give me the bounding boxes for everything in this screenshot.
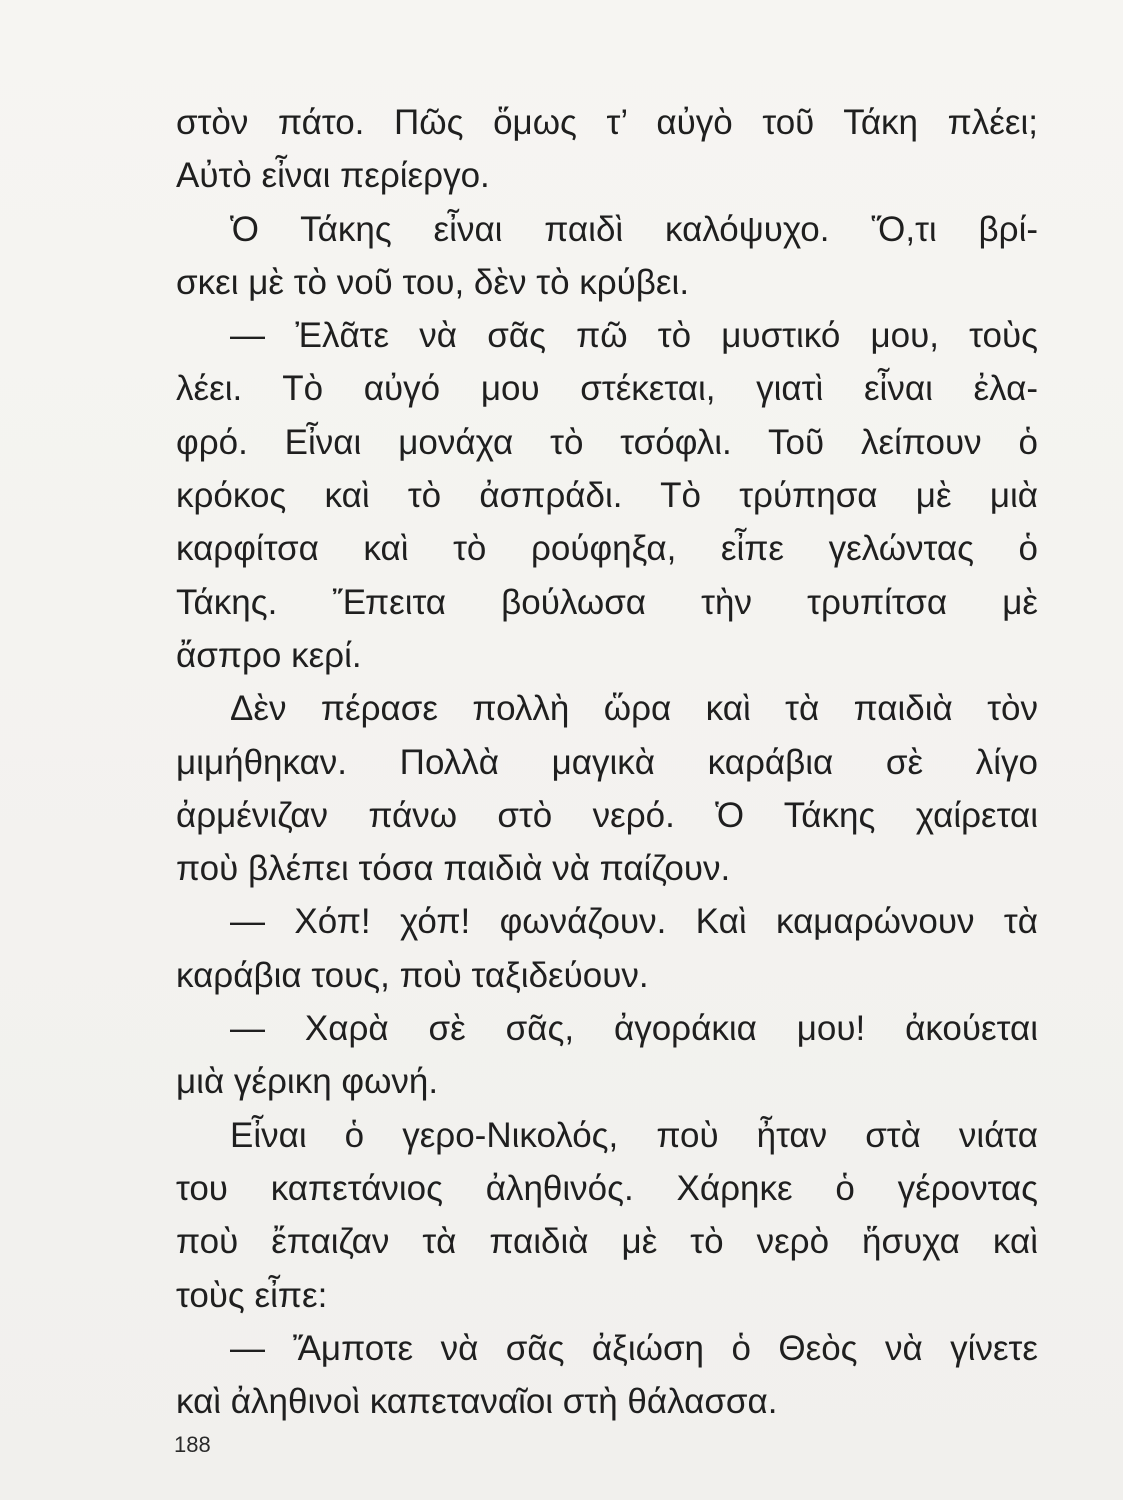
text-line: — Ἄμποτε νὰ σᾶς ἀξιώση ὁ Θεὸς νὰ γίνετε [230, 1328, 1038, 1368]
text-line: Τάκης. Ἔπειτα βούλωσα τὴν τρυπίτσα μὲ [176, 582, 1038, 622]
body-text [176, 96, 1038, 1428]
text-line: ποὺ ἔπαιζαν τὰ παιδιὰ μὲ τὸ νερὸ ἥσυχα καὶ [176, 1222, 1038, 1262]
text-line: στὸν πάτο. Πῶς ὅμως τ’ αὐγὸ τοῦ Τάκη πλέει; [176, 103, 1038, 142]
text-line: — Χόπ! χόπ! φωνάζουν. Καὶ καμαρώνουν τὰ [230, 902, 1038, 942]
text-line: — Ἐλᾶτε νὰ σᾶς πῶ τὸ μυστικό μου, τοὺς [230, 316, 1038, 356]
text-line: καρφίτσα καὶ τὸ ρούφηξα, εἶπε γελώντας ὁ [176, 529, 1038, 569]
text-line: τοὺς εἶπε: [176, 1275, 328, 1315]
text-line: Αὐτὸ εἶναι περίεργο. [176, 156, 490, 196]
text-line: Εἶναι ὁ γερο-Νικολός, ποὺ ἦταν στὰ νιάτα [230, 1115, 1038, 1155]
text-line: ἀρμένιζαν πάνω στὸ νερό. Ὁ Τάκης χαίρεται [176, 795, 1038, 835]
text-line: σκει μὲ τὸ νοῦ του, δὲν τὸ κρύβει. [176, 262, 690, 302]
text-line: φρό. Εἶναι μονάχα τὸ τσόφλι. Τοῦ λείπουν ὁ [176, 422, 1038, 462]
text-line: μιμήθηκαν. Πολλὰ μαγικὰ καράβια σὲ λίγο [176, 742, 1038, 782]
text-line: καὶ ἀληθινοὶ καπεταναῖοι στὴ θάλασσα. [176, 1382, 778, 1422]
text-line: καράβια τους, ποὺ ταξιδεύουν. [176, 955, 649, 995]
text-line: λέει. Τὸ αὐγό μου στέκεται, γιατὶ εἶναι ἐλα- [176, 369, 1038, 409]
text-line: κρόκος καὶ τὸ ἀσπράδι. Τὸ τρύπησα μὲ μιὰ [176, 476, 1038, 516]
text-line: Ὁ Τάκης εἶναι παιδὶ καλόψυχο. Ὅ,τι βρί- [230, 209, 1038, 249]
text-line: του καπετάνιος ἀληθινός. Χάρηκε ὁ γέροντας [176, 1168, 1038, 1208]
text-line: ποὺ βλέπει τόσα παιδιὰ νὰ παίζουν. [176, 849, 731, 889]
page-number: 188 [174, 1432, 211, 1457]
text-line: Δὲν πέρασε πολλὴ ὥρα καὶ τὰ παιδιὰ τὸν [230, 689, 1038, 729]
text-line: μιὰ γέρικη φωνή. [176, 1062, 439, 1102]
text-line: ἄσπρο κερί. [176, 635, 362, 675]
text-line: — Χαρὰ σὲ σᾶς, ἀγοράκια μου! ἀκούεται [230, 1009, 1038, 1049]
